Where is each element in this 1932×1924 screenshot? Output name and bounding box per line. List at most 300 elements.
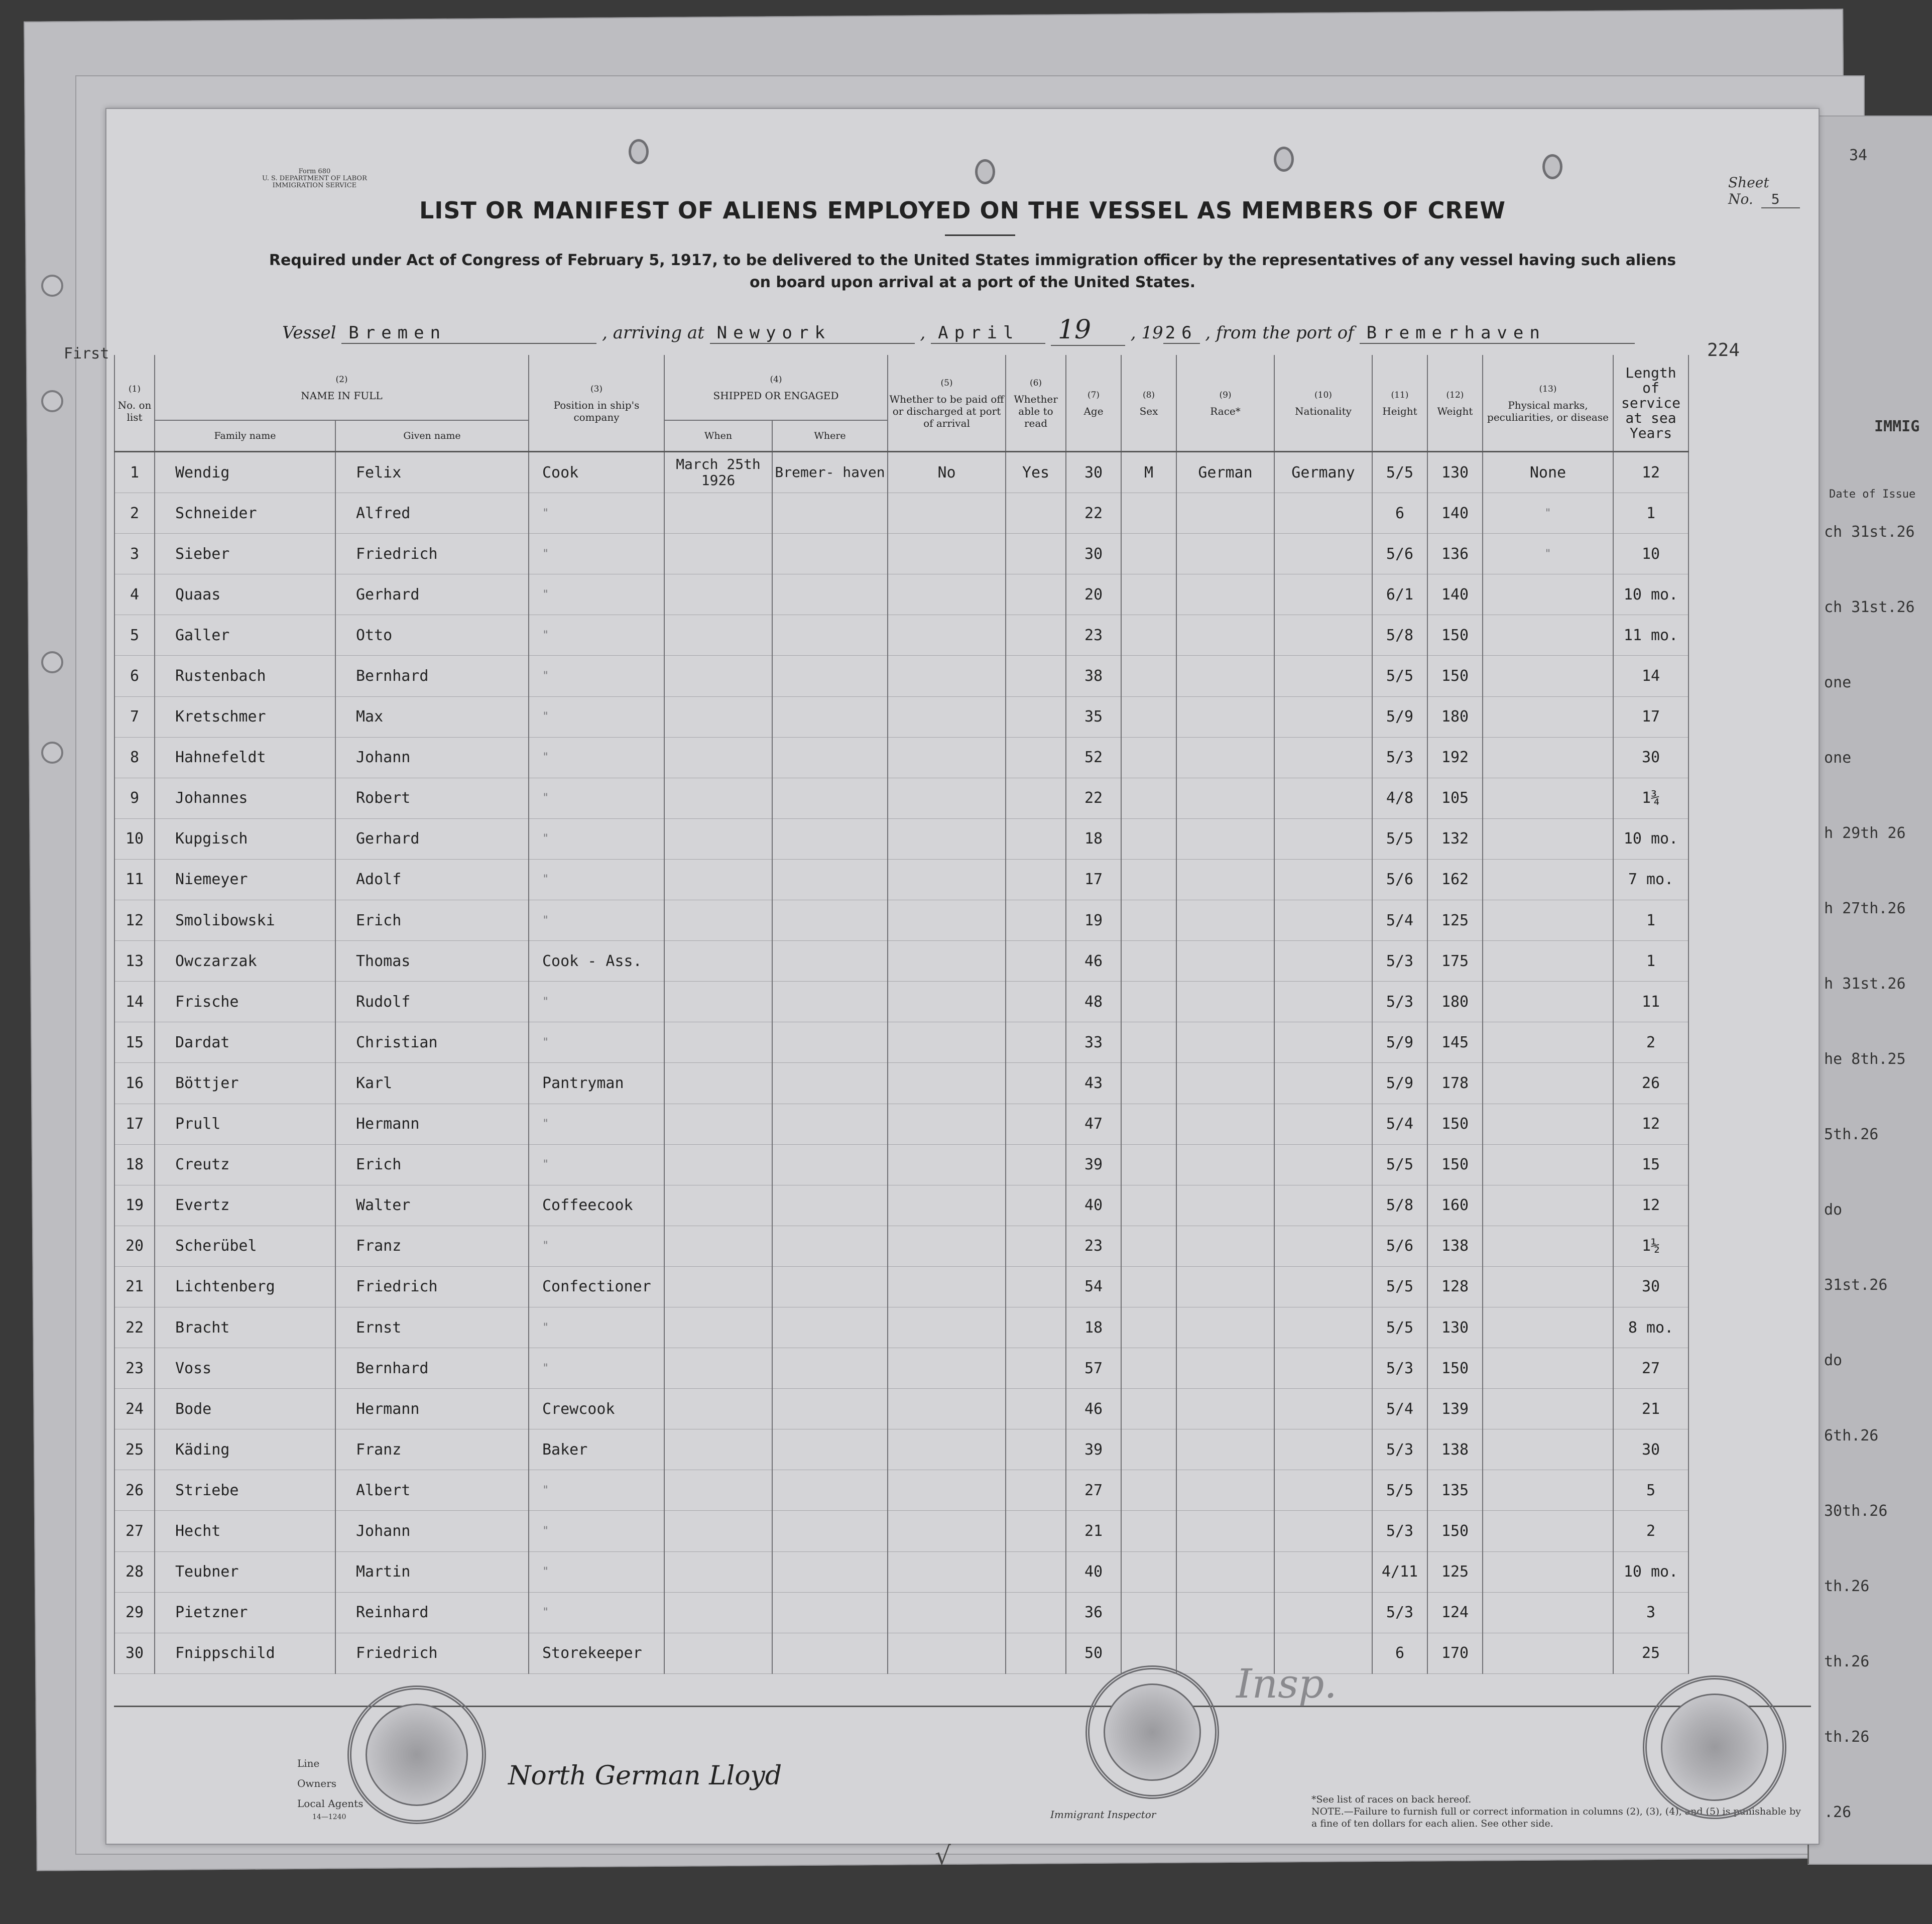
cell-no: 14 xyxy=(114,982,155,1022)
cell-nationality xyxy=(1274,1470,1372,1511)
cell-service: 11 xyxy=(1613,982,1688,1022)
cell-service: 14 xyxy=(1613,656,1688,696)
cell-weight: 105 xyxy=(1427,778,1483,818)
cell-marks xyxy=(1483,1022,1613,1063)
cell-marks xyxy=(1483,859,1613,900)
cell-weight: 160 xyxy=(1427,1185,1483,1226)
col-header-shipped: (4) SHIPPED OR ENGAGED xyxy=(664,355,888,420)
cell-weight: 170 xyxy=(1427,1633,1483,1673)
cell-family: Bode xyxy=(155,1389,335,1429)
cell-service: 30 xyxy=(1613,737,1688,778)
cell-family: Lichtenberg xyxy=(155,1266,335,1307)
cell-marks xyxy=(1483,1307,1613,1348)
cell-age: 40 xyxy=(1066,1185,1121,1226)
line-label: Line xyxy=(297,1757,320,1769)
table-row xyxy=(114,1470,1688,1511)
cell-given: Franz xyxy=(335,1429,529,1470)
cell-race xyxy=(1176,1266,1274,1307)
cell-age: 33 xyxy=(1066,1022,1121,1063)
cell-marks xyxy=(1483,1389,1613,1429)
table-row xyxy=(114,696,1688,737)
cell-marks xyxy=(1483,1551,1613,1592)
cell-position: Coffeecook xyxy=(529,1185,664,1226)
vessel-label: Vessel xyxy=(282,323,336,343)
cell-sex xyxy=(1121,1266,1176,1307)
cell-where xyxy=(772,1266,888,1307)
cell-height: 5/5 xyxy=(1372,1470,1427,1511)
table-row xyxy=(114,1063,1688,1104)
cell-read xyxy=(1006,859,1066,900)
table-row xyxy=(114,1511,1688,1551)
from-label: , from the port of xyxy=(1205,323,1354,343)
cell-weight: 124 xyxy=(1427,1592,1483,1633)
cell-family: Kupgisch xyxy=(155,818,335,859)
cell-race xyxy=(1176,574,1274,615)
punch-hole xyxy=(41,275,63,297)
cell-given: Johann xyxy=(335,737,529,778)
cell-read xyxy=(1006,1307,1066,1348)
cell-position: " xyxy=(529,818,664,859)
cell-age: 46 xyxy=(1066,941,1121,982)
consulate-seal xyxy=(347,1686,486,1824)
cell-when xyxy=(664,737,772,778)
cell-when xyxy=(664,941,772,982)
cell-age: 38 xyxy=(1066,656,1121,696)
cell-marks xyxy=(1483,656,1613,696)
cell-service: 27 xyxy=(1613,1348,1688,1389)
cell-height: 5/3 xyxy=(1372,982,1427,1022)
cell-family: Niemeyer xyxy=(155,859,335,900)
cell-given: Hermann xyxy=(335,1389,529,1429)
cell-nationality xyxy=(1274,1307,1372,1348)
cell-read xyxy=(1006,1185,1066,1226)
form-code: 14—1240 xyxy=(312,1813,346,1821)
col-header-paid-off: (5) Whether to be paid off or discharged at port of arrival xyxy=(888,355,1006,452)
cell-paid xyxy=(888,1551,1006,1592)
cell-read xyxy=(1006,1633,1066,1673)
cell-read xyxy=(1006,1104,1066,1144)
cell-marks: " xyxy=(1483,534,1613,574)
owners-label: Owners xyxy=(297,1777,337,1789)
sheet-label: Sheet No. xyxy=(1728,174,1769,207)
cell-given: Gerhard xyxy=(335,818,529,859)
cell-family: Schneider xyxy=(155,493,335,534)
service-label: IMMIGRATION SERVICE xyxy=(272,182,357,189)
cell-position: " xyxy=(529,982,664,1022)
cell-family: Dardat xyxy=(155,1022,335,1063)
col-header-position: (3) Position in ship's company xyxy=(529,355,664,452)
cell-service: 7 mo. xyxy=(1613,859,1688,900)
adjacent-date-entry: h 29th 26 xyxy=(1824,824,1906,842)
cell-weight: 139 xyxy=(1427,1389,1483,1429)
cell-position: Storekeeper xyxy=(529,1633,664,1673)
cell-no: 3 xyxy=(114,534,155,574)
cell-race xyxy=(1176,1348,1274,1389)
cell-service: 15 xyxy=(1613,1144,1688,1185)
cell-service: 11 mo. xyxy=(1613,615,1688,656)
adjacent-header: IMMIG xyxy=(1874,418,1920,435)
adjacent-date-entry: ch 31st.26 xyxy=(1824,598,1915,616)
binding-hole xyxy=(1542,154,1562,179)
cell-age: 47 xyxy=(1066,1104,1121,1144)
cell-nationality xyxy=(1274,941,1372,982)
cell-marks xyxy=(1483,737,1613,778)
cell-position: " xyxy=(529,1022,664,1063)
cell-position: " xyxy=(529,1470,664,1511)
cell-sex xyxy=(1121,778,1176,818)
cell-weight: 135 xyxy=(1427,1470,1483,1511)
cell-no: 8 xyxy=(114,737,155,778)
cell-weight: 180 xyxy=(1427,982,1483,1022)
col-header-height: (11) Height xyxy=(1372,355,1427,452)
penalty-note: NOTE.—Failure to furnish full or correct information in columns (2), (3), (4), and (5) is punishable by a fine of ten dollars for each alien. See other side. xyxy=(1311,1806,1801,1829)
cell-height: 5/9 xyxy=(1372,1063,1427,1104)
cell-race xyxy=(1176,778,1274,818)
cell-position: Cook - Ass. xyxy=(529,941,664,982)
cell-race xyxy=(1176,859,1274,900)
form-header xyxy=(262,168,367,189)
cell-nationality xyxy=(1274,818,1372,859)
adjacent-date-entry: do xyxy=(1824,1352,1843,1369)
count-annotation: 224 xyxy=(1707,340,1740,360)
cell-age: 22 xyxy=(1066,493,1121,534)
check-mark: √ xyxy=(935,1841,951,1870)
cell-nationality xyxy=(1274,1592,1372,1633)
cell-paid xyxy=(888,493,1006,534)
table-row xyxy=(114,656,1688,696)
cell-height: 4/11 xyxy=(1372,1551,1427,1592)
consulate-seal xyxy=(1085,1665,1219,1799)
manifest-page xyxy=(64,108,1820,1870)
adjacent-date-entry: th.26 xyxy=(1824,1653,1870,1670)
cell-sex xyxy=(1121,1592,1176,1633)
cell-height: 5/5 xyxy=(1372,452,1427,493)
cell-marks xyxy=(1483,1592,1613,1633)
cell-position: " xyxy=(529,656,664,696)
cell-no: 1 xyxy=(114,452,155,493)
cell-sex xyxy=(1121,696,1176,737)
cell-read xyxy=(1006,493,1066,534)
cell-age: 27 xyxy=(1066,1470,1121,1511)
cell-sex xyxy=(1121,1470,1176,1511)
cell-age: 39 xyxy=(1066,1144,1121,1185)
col-header-service: Length of service at sea Years xyxy=(1613,355,1688,452)
cell-race xyxy=(1176,1022,1274,1063)
cell-paid xyxy=(888,818,1006,859)
cell-marks xyxy=(1483,778,1613,818)
table-row xyxy=(114,1144,1688,1185)
cell-paid xyxy=(888,534,1006,574)
cell-marks xyxy=(1483,1104,1613,1144)
cell-height: 5/5 xyxy=(1372,656,1427,696)
cell-no: 4 xyxy=(114,574,155,615)
table-row xyxy=(114,818,1688,859)
cell-read xyxy=(1006,1226,1066,1266)
cell-family: Fnippschild xyxy=(155,1633,335,1673)
adjacent-date-entry: 5th.26 xyxy=(1824,1126,1879,1143)
cell-nationality xyxy=(1274,982,1372,1022)
cell-marks xyxy=(1483,982,1613,1022)
cell-given: Adolf xyxy=(335,859,529,900)
cell-age: 54 xyxy=(1066,1266,1121,1307)
cell-read xyxy=(1006,1144,1066,1185)
cell-marks xyxy=(1483,1348,1613,1389)
cell-height: 5/9 xyxy=(1372,696,1427,737)
cell-where xyxy=(772,1551,888,1592)
binding-hole xyxy=(1274,147,1294,172)
cell-family: Pietzner xyxy=(155,1592,335,1633)
table-row xyxy=(114,615,1688,656)
cell-service: 26 xyxy=(1613,1063,1688,1104)
cell-height: 5/6 xyxy=(1372,1226,1427,1266)
table-row xyxy=(114,1226,1688,1266)
cell-sex xyxy=(1121,493,1176,534)
cell-age: 18 xyxy=(1066,818,1121,859)
table-row xyxy=(114,493,1688,534)
cell-height: 5/4 xyxy=(1372,900,1427,941)
table-row xyxy=(114,982,1688,1022)
cell-when xyxy=(664,1633,772,1673)
cell-given: Bernhard xyxy=(335,1348,529,1389)
cell-nationality xyxy=(1274,1185,1372,1226)
year-prefix: , 19 xyxy=(1130,323,1163,343)
cell-age: 22 xyxy=(1066,778,1121,818)
cell-where xyxy=(772,1104,888,1144)
cell-height: 5/6 xyxy=(1372,534,1427,574)
cell-weight: 150 xyxy=(1427,1104,1483,1144)
cell-marks xyxy=(1483,1511,1613,1551)
cell-age: 43 xyxy=(1066,1063,1121,1104)
cell-paid xyxy=(888,1511,1006,1551)
cell-nationality xyxy=(1274,1144,1372,1185)
cell-when xyxy=(664,1022,772,1063)
cell-marks xyxy=(1483,900,1613,941)
inspector-label: Immigrant Inspector xyxy=(1050,1809,1156,1821)
cell-height: 5/5 xyxy=(1372,818,1427,859)
adjacent-date-entry: .26 xyxy=(1824,1803,1852,1821)
cell-where xyxy=(772,534,888,574)
cell-read xyxy=(1006,656,1066,696)
cell-when xyxy=(664,534,772,574)
cell-family: Wendig xyxy=(155,452,335,493)
cell-when xyxy=(664,1429,772,1470)
cell-family: Käding xyxy=(155,1429,335,1470)
cell-no: 30 xyxy=(114,1633,155,1673)
class-mark: First xyxy=(64,345,109,363)
cell-service: 1 xyxy=(1613,941,1688,982)
cell-paid xyxy=(888,1022,1006,1063)
cell-sex xyxy=(1121,1144,1176,1185)
cell-given: Otto xyxy=(335,615,529,656)
cell-where xyxy=(772,1022,888,1063)
cell-paid xyxy=(888,1633,1006,1673)
cell-given: Max xyxy=(335,696,529,737)
cell-where xyxy=(772,900,888,941)
adjacent-date-entry: one xyxy=(1824,674,1852,691)
col-header-number: (1) No. on list xyxy=(114,355,155,452)
cell-where xyxy=(772,1307,888,1348)
form-number: Form 680 xyxy=(298,168,331,175)
cell-when xyxy=(664,1389,772,1429)
cell-nationality xyxy=(1274,1104,1372,1144)
cell-service: 12 xyxy=(1613,1185,1688,1226)
cell-age: 23 xyxy=(1066,1226,1121,1266)
race-note: *See list of races on back hereof. xyxy=(1311,1794,1472,1805)
cell-when xyxy=(664,1266,772,1307)
cell-position: " xyxy=(529,859,664,900)
cell-paid xyxy=(888,1592,1006,1633)
cell-race xyxy=(1176,696,1274,737)
cell-position: Pantryman xyxy=(529,1063,664,1104)
cell-no: 20 xyxy=(114,1226,155,1266)
col-header-nationality: (10) Nationality xyxy=(1274,355,1372,452)
cell-marks xyxy=(1483,615,1613,656)
cell-marks xyxy=(1483,941,1613,982)
cell-where xyxy=(772,818,888,859)
cell-given: Walter xyxy=(335,1185,529,1226)
cell-family: Striebe xyxy=(155,1470,335,1511)
cell-paid: No xyxy=(888,452,1006,493)
cell-race xyxy=(1176,1144,1274,1185)
adjacent-date-entry: 6th.26 xyxy=(1824,1427,1879,1445)
cell-paid xyxy=(888,615,1006,656)
cell-weight: 162 xyxy=(1427,859,1483,900)
cell-service: 1 xyxy=(1613,900,1688,941)
cell-marks xyxy=(1483,1063,1613,1104)
cell-family: Rustenbach xyxy=(155,656,335,696)
cell-given: Karl xyxy=(335,1063,529,1104)
cell-paid xyxy=(888,859,1006,900)
cell-paid xyxy=(888,1063,1006,1104)
cell-read xyxy=(1006,1389,1066,1429)
cell-when xyxy=(664,1551,772,1592)
cell-when xyxy=(664,1104,772,1144)
table-row xyxy=(114,1633,1688,1673)
cell-sex xyxy=(1121,1511,1176,1551)
cell-when xyxy=(664,615,772,656)
cell-given: Hermann xyxy=(335,1104,529,1144)
arrival-day: 19 xyxy=(1051,315,1125,346)
cell-race xyxy=(1176,982,1274,1022)
cell-height: 6 xyxy=(1372,493,1427,534)
cell-read xyxy=(1006,1266,1066,1307)
cell-sex xyxy=(1121,900,1176,941)
cell-service: 30 xyxy=(1613,1429,1688,1470)
cell-height: 5/3 xyxy=(1372,1429,1427,1470)
arriving-label: , arriving at xyxy=(602,323,704,343)
cell-age: 35 xyxy=(1066,696,1121,737)
cell-service: 1¾ xyxy=(1613,778,1688,818)
cell-read xyxy=(1006,1511,1066,1551)
adjacent-date-entry: 31st.26 xyxy=(1824,1276,1888,1294)
cell-age: 57 xyxy=(1066,1348,1121,1389)
adjacent-date-entry: th.26 xyxy=(1824,1728,1870,1746)
table-row xyxy=(114,1551,1688,1592)
cell-given: Erich xyxy=(335,900,529,941)
cell-height: 5/3 xyxy=(1372,941,1427,982)
cell-given: Alfred xyxy=(335,493,529,534)
cell-given: Friedrich xyxy=(335,1266,529,1307)
cell-nationality xyxy=(1274,900,1372,941)
cell-nationality xyxy=(1274,493,1372,534)
cell-position: " xyxy=(529,615,664,656)
cell-height: 5/5 xyxy=(1372,1266,1427,1307)
col-header-weight: (12) Weight xyxy=(1427,355,1483,452)
cell-when xyxy=(664,656,772,696)
adjacent-date-entry: 30th.26 xyxy=(1824,1502,1888,1520)
arrival-month: April xyxy=(931,323,1045,344)
cell-service: 10 mo. xyxy=(1613,818,1688,859)
col-header-marks: (13) Physical marks, peculiarities, or disease xyxy=(1483,355,1613,452)
cell-given: Gerhard xyxy=(335,574,529,615)
cell-position: " xyxy=(529,696,664,737)
cell-marks xyxy=(1483,1185,1613,1226)
cell-where xyxy=(772,1144,888,1185)
cell-paid xyxy=(888,1266,1006,1307)
cell-service: 10 xyxy=(1613,534,1688,574)
binding-hole xyxy=(975,159,995,184)
cell-no: 27 xyxy=(114,1511,155,1551)
cell-weight: 130 xyxy=(1427,1307,1483,1348)
cell-where xyxy=(772,696,888,737)
table-row xyxy=(114,574,1688,615)
cell-no: 13 xyxy=(114,941,155,982)
cell-when xyxy=(664,1185,772,1226)
cell-sex xyxy=(1121,1185,1176,1226)
cell-given: Albert xyxy=(335,1470,529,1511)
cell-nationality xyxy=(1274,1063,1372,1104)
col-header-age: (7) Age xyxy=(1066,355,1121,452)
cell-position: " xyxy=(529,1551,664,1592)
cell-given: Martin xyxy=(335,1551,529,1592)
cell-nationality xyxy=(1274,1266,1372,1307)
cell-read xyxy=(1006,737,1066,778)
cell-height: 5/8 xyxy=(1372,1185,1427,1226)
cell-where xyxy=(772,1226,888,1266)
cell-no: 25 xyxy=(114,1429,155,1470)
cell-race xyxy=(1176,818,1274,859)
cell-when xyxy=(664,493,772,534)
cell-given: Ernst xyxy=(335,1307,529,1348)
cell-position: " xyxy=(529,737,664,778)
cell-weight: 125 xyxy=(1427,900,1483,941)
cell-position: " xyxy=(529,1307,664,1348)
cell-height: 5/8 xyxy=(1372,615,1427,656)
cell-read xyxy=(1006,1063,1066,1104)
col-header-read: (6) Whether able to read xyxy=(1006,355,1066,452)
col-header-when: When xyxy=(664,420,772,452)
cell-weight: 192 xyxy=(1427,737,1483,778)
cell-nationality: Germany xyxy=(1274,452,1372,493)
cell-service: 1½ xyxy=(1613,1226,1688,1266)
cell-service: 3 xyxy=(1613,1592,1688,1633)
cell-height: 4/8 xyxy=(1372,778,1427,818)
cell-nationality xyxy=(1274,778,1372,818)
from-port: Bremerhaven xyxy=(1360,323,1635,344)
cell-family: Quaas xyxy=(155,574,335,615)
cell-race xyxy=(1176,1551,1274,1592)
cell-where xyxy=(772,859,888,900)
cell-where xyxy=(772,1470,888,1511)
cell-weight: 150 xyxy=(1427,615,1483,656)
cell-when xyxy=(664,818,772,859)
cell-family: Sieber xyxy=(155,534,335,574)
cell-race xyxy=(1176,900,1274,941)
cell-weight: 136 xyxy=(1427,534,1483,574)
cell-paid xyxy=(888,1429,1006,1470)
cell-read xyxy=(1006,1348,1066,1389)
cell-position: " xyxy=(529,1226,664,1266)
